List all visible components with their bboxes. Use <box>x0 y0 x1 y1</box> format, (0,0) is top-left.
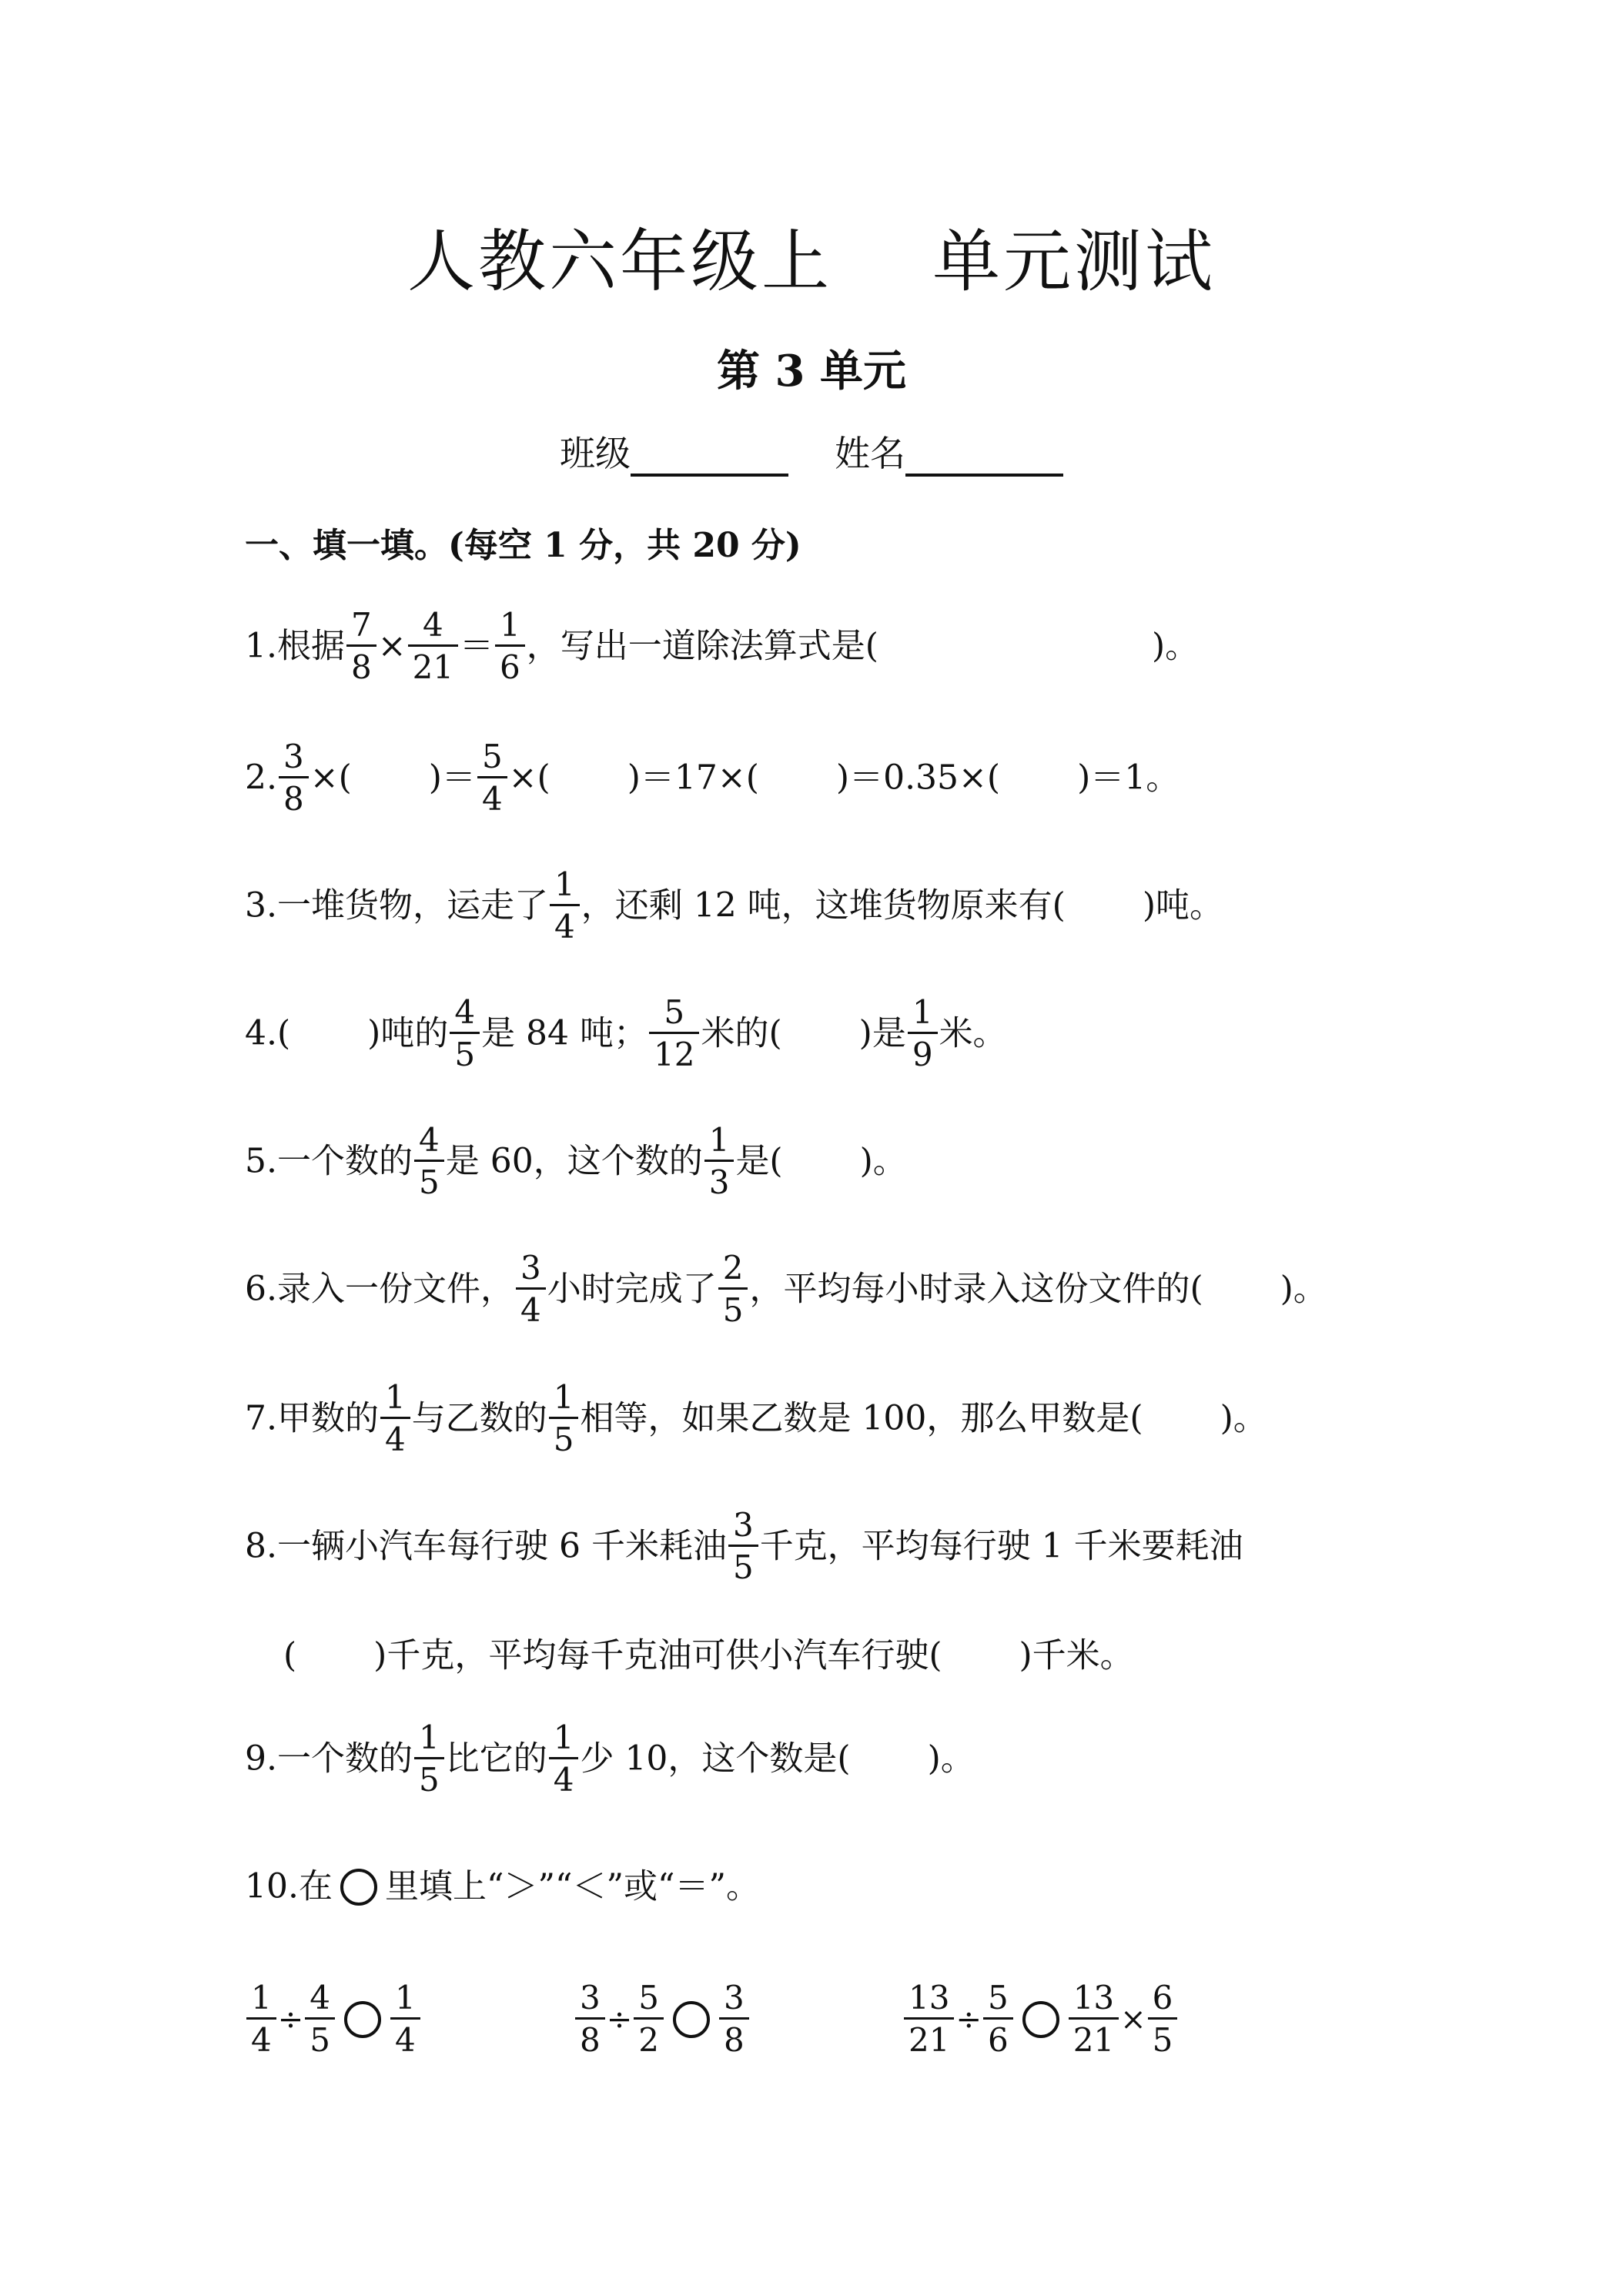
fraction: $\frac{1}{4}$ <box>550 869 580 943</box>
fraction: $\frac{3}{5}$ <box>728 1509 758 1584</box>
section-heading: 一、填一填。(每空 1 分，共 20 分) <box>245 526 801 565</box>
compare-item-3: $\frac{13}{21}$ ÷ $\frac{5}{6}$ $\frac{13}{21}$ × $\frac{6}{5}$ <box>902 1971 1179 2063</box>
circle-icon <box>340 1869 377 1906</box>
fraction: $\frac{4}{5}$ <box>450 996 480 1071</box>
fraction: $\frac{6}{5}$ <box>1148 1982 1178 2057</box>
question-8-line-2: ( )千克，平均每千克油可供小汽车行驶( )千米。 <box>283 1635 1134 1675</box>
question-6: 6.录入一份文件， $\frac{3}{4}$ 小时完成了 $\frac{2}{5}$ ，平均每小时录入这份文件的( )。 <box>245 1249 1327 1329</box>
fraction: $\frac{1}{5}$ <box>549 1381 579 1456</box>
fraction: $\frac{1}{4}$ <box>549 1722 579 1796</box>
fraction: $\frac{5}{12}$ <box>649 996 699 1071</box>
unit-subtitle: 第 3 单元 <box>717 346 906 397</box>
question-9: 9.一个数的 $\frac{1}{5}$ 比它的 $\frac{1}{4}$ 少 10，这个数是( )。 <box>245 1719 975 1799</box>
fraction: $\frac{1}{4}$ <box>246 1982 276 2057</box>
compare-item-1: $\frac{1}{4}$ ÷ $\frac{4}{5}$ $\frac{1}{4}$ <box>245 1971 422 2063</box>
title-left: 人教六年级上 <box>407 222 832 301</box>
question-3: 3.一堆货物，运走了 $\frac{1}{4}$ ，还剩 12 吨，这堆货物原来有( )吨。 <box>245 865 1224 946</box>
question-1: 1.根据 $\frac{7}{8}$ × $\frac{4}{21}$ ＝ $\frac{1}{6}$ ，写出一道除法算式是( )。 <box>245 606 1200 686</box>
question-2: 2. $\frac{3}{8}$ ×( )＝ $\frac{5}{4}$ ×( )＝17×( )＝0.35×( )＝1。 <box>245 738 1180 818</box>
fraction: $\frac{1}{4}$ <box>390 1982 420 2057</box>
student-info <box>0 426 1623 477</box>
class-label: 班级 <box>560 433 631 474</box>
question-8: 8.一辆小汽车每行驶 6 千米耗油 $\frac{3}{5}$ 千克，平均每行驶 1 千米要耗油 <box>245 1506 1243 1586</box>
fraction: $\frac{5}{6}$ <box>983 1982 1013 2057</box>
fraction: $\frac{13}{21}$ <box>1069 1982 1119 2057</box>
name-blank[interactable] <box>905 435 1063 477</box>
fraction: $\frac{4}{5}$ <box>414 1124 444 1199</box>
question-10: 10.在 里填上“＞”“＜”或“＝”。 <box>245 1866 760 1906</box>
compare-circle[interactable] <box>673 2001 710 2038</box>
fraction: $\frac{5}{4}$ <box>477 741 507 815</box>
name-label: 姓名 <box>835 433 905 474</box>
fraction: $\frac{2}{5}$ <box>718 1252 748 1327</box>
question-4: 4.( )吨的 $\frac{4}{5}$ 是 84 吨； $\frac{5}{12}$ 米的( )是 $\frac{1}{9}$ 米。 <box>245 993 1007 1073</box>
fraction: $\frac{5}{2}$ <box>634 1982 664 2057</box>
fraction: $\frac{1}{6}$ <box>495 609 525 684</box>
fraction: $\frac{4}{21}$ <box>408 609 458 684</box>
title-right: 单元测试 <box>932 222 1216 301</box>
compare-item-2: $\frac{3}{8}$ ÷ $\frac{5}{2}$ $\frac{3}{8}$ <box>574 1971 751 2063</box>
fraction: $\frac{13}{21}$ <box>904 1982 954 2057</box>
compare-circle[interactable] <box>1022 2001 1059 2038</box>
fraction: $\frac{1}{9}$ <box>908 996 938 1071</box>
fraction: $\frac{1}{5}$ <box>414 1722 444 1796</box>
fraction: $\frac{1}{4}$ <box>380 1381 410 1456</box>
question-5: 5.一个数的 $\frac{4}{5}$ 是 60，这个数的 $\frac{1}{3}$ 是( )。 <box>245 1121 907 1201</box>
fraction: $\frac{3}{8}$ <box>575 1982 605 2057</box>
fraction: $\frac{3}{4}$ <box>516 1252 546 1327</box>
question-7: 7.甲数的 $\frac{1}{4}$ 与乙数的 $\frac{1}{5}$ 相等，如果乙数是 100，那么甲数是( )。 <box>245 1378 1267 1458</box>
fraction: $\frac{3}{8}$ <box>279 741 309 815</box>
fraction: $\frac{1}{3}$ <box>704 1124 735 1199</box>
page-title <box>0 208 1623 305</box>
fraction: $\frac{7}{8}$ <box>346 609 376 684</box>
fraction: $\frac{4}{5}$ <box>305 1982 335 2057</box>
class-blank[interactable] <box>631 435 788 477</box>
fraction: $\frac{3}{8}$ <box>719 1982 749 2057</box>
compare-circle[interactable] <box>344 2001 381 2038</box>
